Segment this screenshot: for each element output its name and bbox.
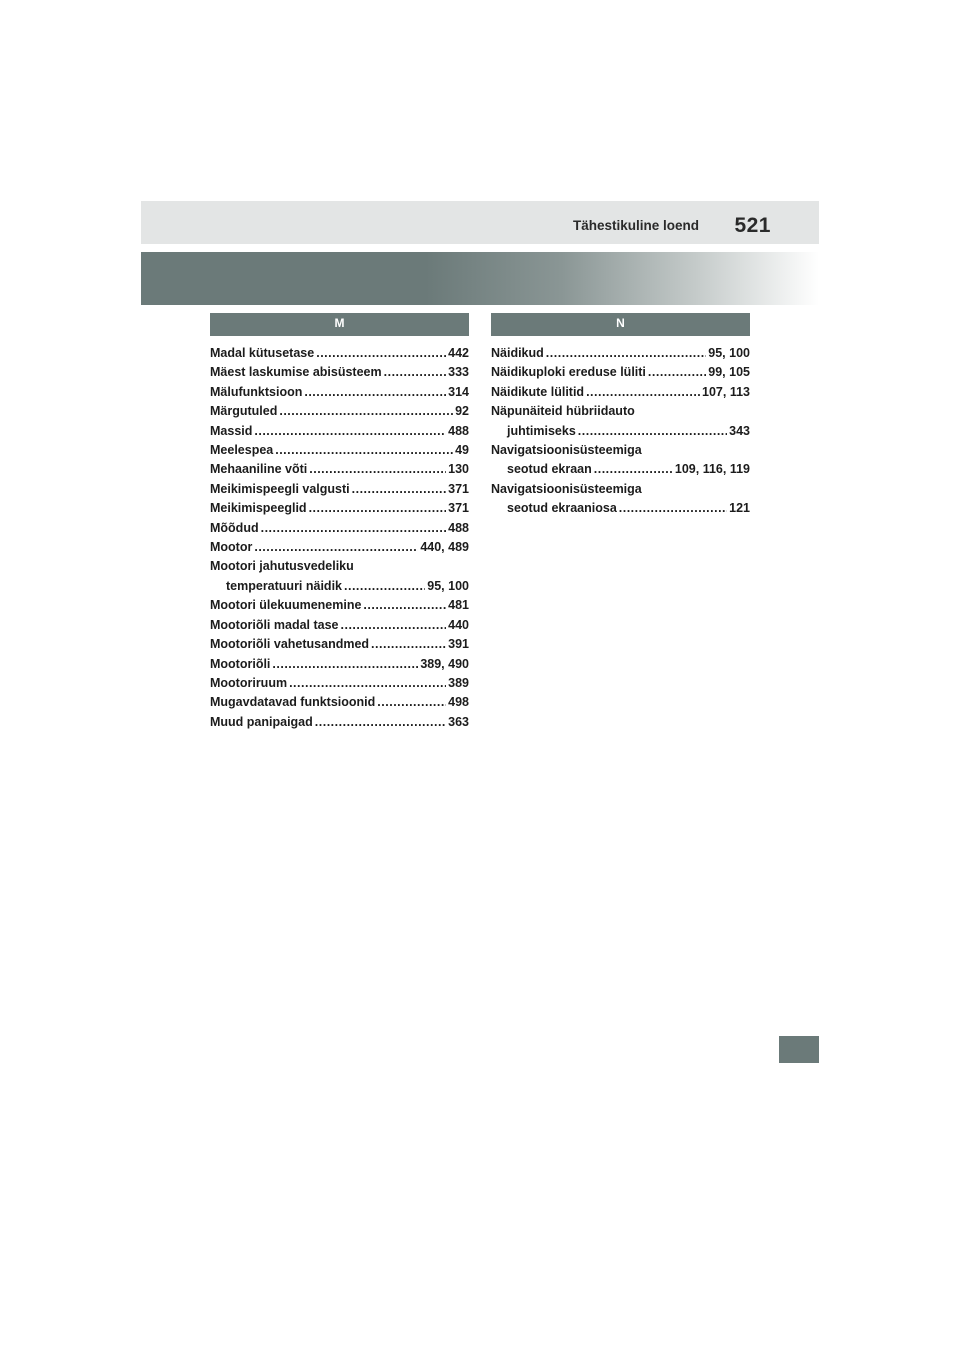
dot-leader bbox=[384, 363, 447, 382]
index-entry[interactable] bbox=[491, 480, 750, 519]
page-number: 521 bbox=[734, 214, 771, 237]
index-entry-pages[interactable]: 363 bbox=[448, 714, 469, 729]
index-entry-pages[interactable]: 488 bbox=[448, 423, 469, 438]
index-entry-term: Mäest laskumise abisüsteem bbox=[210, 365, 382, 380]
index-entry-pages[interactable]: 481 bbox=[448, 598, 469, 613]
index-entry[interactable] bbox=[210, 674, 469, 693]
index-entry-term-continued: seotud ekraaniosa bbox=[507, 501, 617, 516]
index-entry-term: Meelespea bbox=[210, 443, 274, 458]
index-entry-pages[interactable]: 389, 490 bbox=[420, 656, 469, 671]
index-entry[interactable] bbox=[210, 460, 469, 479]
index-entry-term: Mehaaniline võti bbox=[210, 462, 308, 477]
index-entry[interactable] bbox=[210, 557, 469, 596]
index-entry-term: Näidikud bbox=[491, 346, 544, 360]
dot-leader bbox=[279, 402, 453, 421]
index-entry-term: Mootor bbox=[210, 540, 253, 555]
index-entry[interactable] bbox=[210, 402, 469, 421]
index-entry[interactable] bbox=[491, 344, 750, 363]
index-entry-term: Mootoriõli vahetusandmed bbox=[210, 637, 370, 652]
index-entry-term: Meikimispeegli valgusti bbox=[210, 481, 350, 496]
dot-leader bbox=[344, 577, 425, 596]
index-entry[interactable] bbox=[210, 441, 469, 460]
index-entry[interactable] bbox=[210, 363, 469, 382]
index-entry-term: Mälufunktsioon bbox=[210, 384, 303, 399]
dot-leader bbox=[578, 422, 727, 441]
dot-leader bbox=[316, 344, 446, 363]
index-entry-term: Navigatsioonisüsteemiga bbox=[491, 481, 642, 496]
dot-leader bbox=[377, 693, 446, 712]
index-entry-pages[interactable]: 442 bbox=[448, 346, 469, 360]
page-header bbox=[141, 201, 819, 244]
index-entry[interactable] bbox=[210, 480, 469, 499]
index-list-n bbox=[491, 344, 750, 519]
dot-leader bbox=[352, 480, 447, 499]
dot-leader bbox=[289, 674, 446, 693]
index-entry-pages[interactable]: 99, 105 bbox=[708, 365, 750, 380]
index-entry[interactable] bbox=[210, 519, 469, 538]
index-entry[interactable] bbox=[210, 499, 469, 518]
index-entry-term: Madal kütusetase bbox=[210, 346, 315, 360]
index-entry-term: Näidikuploki ereduse lüliti bbox=[491, 365, 646, 380]
index-entry-pages[interactable]: 488 bbox=[448, 520, 469, 535]
index-entry-term: Meikimispeeglid bbox=[210, 501, 307, 516]
index-entry[interactable] bbox=[491, 383, 750, 402]
index-entry-pages[interactable]: 49 bbox=[455, 443, 469, 458]
index-entry[interactable] bbox=[210, 655, 469, 674]
index-entry-pages[interactable]: 95, 100 bbox=[427, 578, 469, 593]
dot-leader bbox=[254, 538, 418, 557]
index-entry-pages[interactable]: 498 bbox=[448, 695, 469, 710]
index-entry-term: Mootori jahutusvedeliku bbox=[210, 559, 354, 574]
index-entry-pages[interactable]: 440, 489 bbox=[420, 540, 469, 555]
dot-leader bbox=[309, 460, 446, 479]
index-entry-term-continued: temperatuuri näidik bbox=[226, 578, 342, 593]
index-entry-pages[interactable]: 130 bbox=[448, 462, 469, 477]
index-entry-pages[interactable]: 371 bbox=[448, 481, 469, 496]
index-entry-term: Mõõdud bbox=[210, 520, 259, 535]
chapter-banner bbox=[141, 252, 819, 305]
index-entry-term: Massid bbox=[210, 423, 253, 438]
section-header-n: N bbox=[491, 313, 750, 336]
index-entry[interactable] bbox=[210, 596, 469, 615]
index-entry-pages[interactable]: 371 bbox=[448, 501, 469, 516]
index-entry[interactable] bbox=[210, 635, 469, 654]
index-entry[interactable] bbox=[210, 538, 469, 557]
index-entry-pages[interactable]: 95, 100 bbox=[708, 346, 750, 360]
page-title: Tähestikuline loend bbox=[572, 218, 699, 233]
index-side-tab bbox=[779, 1036, 819, 1063]
index-entry-term-continued: juhtimiseks bbox=[507, 423, 576, 438]
section-header-m: M bbox=[210, 313, 469, 336]
index-entry-pages[interactable]: 343 bbox=[729, 423, 750, 438]
dot-leader bbox=[546, 344, 706, 363]
index-entry[interactable] bbox=[210, 383, 469, 402]
dot-leader bbox=[371, 635, 446, 654]
index-entry-pages[interactable]: 92 bbox=[455, 404, 469, 419]
dot-leader bbox=[272, 655, 418, 674]
index-entry-pages[interactable]: 440 bbox=[448, 617, 469, 632]
dot-leader bbox=[304, 383, 446, 402]
dot-leader bbox=[309, 499, 447, 518]
index-entry-term: Mootori ülekuumenemine bbox=[210, 598, 362, 613]
index-entry-term: Mugavdatavad funktsioonid bbox=[210, 695, 376, 710]
index-entry[interactable] bbox=[210, 422, 469, 441]
dot-leader bbox=[363, 596, 446, 615]
index-entry-pages[interactable]: 107, 113 bbox=[702, 384, 750, 399]
index-entry-term: Näidikute lülitid bbox=[491, 384, 585, 399]
index-entry[interactable] bbox=[210, 713, 469, 732]
index-entry-term: Näpunäiteid hübriidauto bbox=[491, 404, 635, 419]
index-entry[interactable] bbox=[210, 693, 469, 712]
index-entry-pages[interactable]: 109, 116, 119 bbox=[674, 462, 750, 477]
index-entry-pages[interactable]: 314 bbox=[448, 384, 469, 399]
index-list-m bbox=[210, 344, 469, 732]
index-entry-term-continued: seotud ekraan bbox=[507, 462, 592, 477]
dot-leader bbox=[341, 616, 447, 635]
dot-leader bbox=[619, 499, 727, 518]
index-entry[interactable] bbox=[491, 441, 750, 480]
index-entry[interactable] bbox=[210, 344, 469, 363]
dot-leader bbox=[261, 519, 447, 538]
index-entry-term: Mootoriõli bbox=[210, 656, 271, 671]
dot-leader bbox=[586, 383, 700, 402]
index-entry-term: Märgutuled bbox=[210, 404, 278, 419]
dot-leader bbox=[594, 460, 673, 479]
index-entry-pages[interactable]: 121 bbox=[729, 501, 750, 516]
index-entry-term: Navigatsioonisüsteemiga bbox=[491, 443, 642, 458]
index-entry[interactable] bbox=[491, 363, 750, 382]
section-m bbox=[210, 313, 469, 732]
dot-leader bbox=[275, 441, 453, 460]
index-entry-term: Mootoriõli madal tase bbox=[210, 617, 339, 632]
index-entry-pages[interactable]: 333 bbox=[448, 365, 469, 380]
dot-leader bbox=[254, 422, 446, 441]
section-n bbox=[491, 313, 750, 519]
index-entry-term: Mootoriruum bbox=[210, 675, 288, 690]
index-entry[interactable] bbox=[210, 616, 469, 635]
dot-leader bbox=[648, 363, 706, 382]
index-entry-pages[interactable]: 391 bbox=[448, 637, 469, 652]
index-entry[interactable] bbox=[491, 402, 750, 441]
index-entry-term: Muud panipaigad bbox=[210, 714, 313, 729]
dot-leader bbox=[315, 713, 446, 732]
index-entry-pages[interactable]: 389 bbox=[448, 675, 469, 690]
